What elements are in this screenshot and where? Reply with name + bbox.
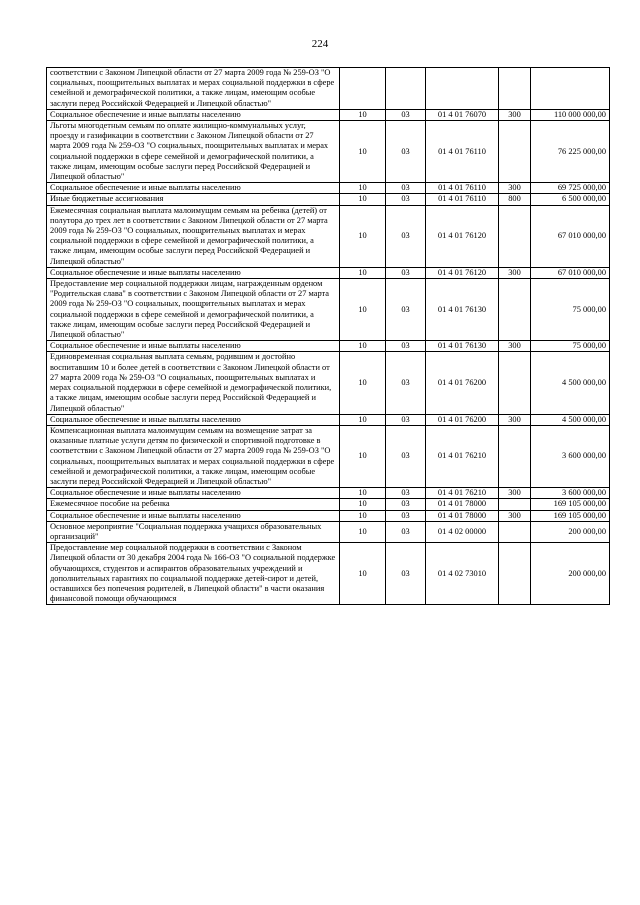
item-name-cell: Единовременная социальная выплата семьям, родившим и достойно воспитавшим 10 и более детей в соответствии с Законом Липецкой области от 27 марта 2009 года № 259-ОЗ "О социальных, поощрительных выплатах и мерах социальной поддержки в сфере семейной и демографической политики, а также лицам, имеющим особые заслуги перед Российской Федерацией и Липецкой областью" xyxy=(47,352,340,414)
item-name-cell: Ежемесячное пособие на ребенка xyxy=(47,499,340,510)
table-row xyxy=(47,183,610,194)
expense-type-cell: 300 xyxy=(499,183,531,194)
target-article-cell: 01 4 01 76110 xyxy=(426,194,499,205)
target-article-cell xyxy=(426,68,499,110)
amount-cell: 6 500 000,00 xyxy=(531,194,610,205)
amount-cell: 75 000,00 xyxy=(531,279,610,341)
section-code-cell: 10 xyxy=(340,279,386,341)
section-code-cell: 10 xyxy=(340,352,386,414)
table-row xyxy=(47,499,610,510)
item-name-cell: Социальное обеспечение и иные выплаты населению xyxy=(47,488,340,499)
item-name-cell: Иные бюджетные ассигнования xyxy=(47,194,340,205)
target-article-cell: 01 4 01 76130 xyxy=(426,341,499,352)
section-code-cell: 10 xyxy=(340,267,386,278)
amount-cell: 110 000 000,00 xyxy=(531,109,610,120)
expense-type-cell xyxy=(499,279,531,341)
amount-cell: 169 105 000,00 xyxy=(531,510,610,521)
section-code-cell: 10 xyxy=(340,109,386,120)
item-name-cell: Социальное обеспечение и иные выплаты населению xyxy=(47,414,340,425)
section-code-cell: 10 xyxy=(340,488,386,499)
expense-type-cell xyxy=(499,499,531,510)
expense-type-cell xyxy=(499,352,531,414)
target-article-cell: 01 4 01 76110 xyxy=(426,121,499,183)
subsection-code-cell: 03 xyxy=(386,205,426,267)
amount-cell: 200 000,00 xyxy=(531,543,610,605)
expense-type-cell: 300 xyxy=(499,109,531,120)
target-article-cell: 01 4 02 73010 xyxy=(426,543,499,605)
expense-type-cell: 300 xyxy=(499,414,531,425)
subsection-code-cell xyxy=(386,68,426,110)
subsection-code-cell: 03 xyxy=(386,488,426,499)
amount-cell: 67 010 000,00 xyxy=(531,205,610,267)
section-code-cell: 10 xyxy=(340,183,386,194)
budget-table xyxy=(46,67,610,605)
item-name-cell: Ежемесячная социальная выплата малоимущим семьям на ребенка (детей) от полутора до трех лет в соответствии с Законом Липецкой области от 27 марта 2009 года № 259-ОЗ "О социальных, поощрительных выплатах и мерах социальной поддержки в сфере семейной и демографической политики, а также лицам, имеющим особые заслуги перед Российской Федерацией и Липецкой областью" xyxy=(47,205,340,267)
amount-cell: 4 500 000,00 xyxy=(531,414,610,425)
amount-cell: 4 500 000,00 xyxy=(531,352,610,414)
section-code-cell: 10 xyxy=(340,510,386,521)
expense-type-cell: 300 xyxy=(499,341,531,352)
expense-type-cell xyxy=(499,521,531,542)
subsection-code-cell: 03 xyxy=(386,341,426,352)
table-row xyxy=(47,267,610,278)
target-article-cell: 01 4 01 76110 xyxy=(426,183,499,194)
expense-type-cell: 300 xyxy=(499,488,531,499)
subsection-code-cell: 03 xyxy=(386,194,426,205)
subsection-code-cell: 03 xyxy=(386,279,426,341)
subsection-code-cell: 03 xyxy=(386,499,426,510)
expense-type-cell xyxy=(499,543,531,605)
subsection-code-cell: 03 xyxy=(386,267,426,278)
amount-cell: 200 000,00 xyxy=(531,521,610,542)
table-row xyxy=(47,352,610,414)
item-name-cell: Социальное обеспечение и иные выплаты населению xyxy=(47,267,340,278)
table-row xyxy=(47,109,610,120)
table-row xyxy=(47,510,610,521)
table-row xyxy=(47,488,610,499)
table-row xyxy=(47,425,610,487)
page-number: 224 xyxy=(311,38,329,50)
subsection-code-cell: 03 xyxy=(386,425,426,487)
subsection-code-cell: 03 xyxy=(386,521,426,542)
target-article-cell: 01 4 01 76210 xyxy=(426,425,499,487)
subsection-code-cell: 03 xyxy=(386,510,426,521)
section-code-cell: 10 xyxy=(340,194,386,205)
section-code-cell: 10 xyxy=(340,341,386,352)
subsection-code-cell: 03 xyxy=(386,121,426,183)
item-name-cell: Основное мероприятие "Социальная поддержка учащихся образовательных организаций" xyxy=(47,521,340,542)
target-article-cell: 01 4 01 76120 xyxy=(426,267,499,278)
amount-cell: 169 105 000,00 xyxy=(531,499,610,510)
table-body xyxy=(47,68,610,605)
expense-type-cell xyxy=(499,68,531,110)
item-name-cell: соответствии с Законом Липецкой области от 27 марта 2009 года № 259-ОЗ "О социальных, поощрительных выплатах и мерах социальной поддержки в сфере семейной и демографической политики, а также лицам, имеющим особые заслуги перед Российской Федерацией и Липецкой областью" xyxy=(47,68,340,110)
item-name-cell: Компенсационная выплата малоимущим семьям на возмещение затрат за оказанные платные услуги детям по физической и спортивной подготовке в соответствии с Законом Липецкой области от 27 марта 2009 года № 259-ОЗ "О социальных, поощрительных выплатах и мерах социальной поддержки в сфере семейной и демографической политики, а также лицам, имеющим особые заслуги перед Российской Федерацией и Липецкой областью" xyxy=(47,425,340,487)
table-row xyxy=(47,543,610,605)
amount-cell: 76 225 000,00 xyxy=(531,121,610,183)
expense-type-cell xyxy=(499,121,531,183)
item-name-cell: Социальное обеспечение и иные выплаты населению xyxy=(47,109,340,120)
expense-type-cell xyxy=(499,425,531,487)
section-code-cell: 10 xyxy=(340,121,386,183)
item-name-cell: Социальное обеспечение и иные выплаты населению xyxy=(47,183,340,194)
table-row xyxy=(47,205,610,267)
section-code-cell: 10 xyxy=(340,543,386,605)
target-article-cell: 01 4 01 76070 xyxy=(426,109,499,120)
section-code-cell: 10 xyxy=(340,499,386,510)
subsection-code-cell: 03 xyxy=(386,414,426,425)
target-article-cell: 01 4 02 00000 xyxy=(426,521,499,542)
table-row xyxy=(47,341,610,352)
table-row xyxy=(47,279,610,341)
amount-cell: 3 600 000,00 xyxy=(531,425,610,487)
table-row xyxy=(47,68,610,110)
target-article-cell: 01 4 01 76120 xyxy=(426,205,499,267)
amount-cell: 75 000,00 xyxy=(531,341,610,352)
subsection-code-cell: 03 xyxy=(386,109,426,120)
section-code-cell xyxy=(340,68,386,110)
expense-type-cell xyxy=(499,205,531,267)
amount-cell: 67 010 000,00 xyxy=(531,267,610,278)
item-name-cell: Предоставление мер социальной поддержки в соответствии с Законом Липецкой области от 30 декабря 2004 года № 166-ОЗ "О социальной поддержке обучающихся, студентов и аспирантов образовательных учреждений и дополнительных гарантиях по социальной поддержке детей-сирот и детей, оставшихся без попечения родителей, в Липецкой области" в части оказания финансовой помощи обучающимся xyxy=(47,543,340,605)
target-article-cell: 01 4 01 76130 xyxy=(426,279,499,341)
subsection-code-cell: 03 xyxy=(386,543,426,605)
table-row xyxy=(47,414,610,425)
target-article-cell: 01 4 01 76200 xyxy=(426,414,499,425)
item-name-cell: Предоставление мер социальной поддержки лицам, награжденным орденом "Родительская слава" в соответствии с Законом Липецкой области от 27 марта 2009 года № 259-ОЗ "О социальных, поощрительных выплатах и мерах социальной поддержки в сфере семейной и демографической политики, а также лицам, имеющим особые заслуги перед Российской Федерацией и Липецкой областью" xyxy=(47,279,340,341)
table-row xyxy=(47,194,610,205)
amount-cell: 69 725 000,00 xyxy=(531,183,610,194)
expense-type-cell: 300 xyxy=(499,510,531,521)
amount-cell: 3 600 000,00 xyxy=(531,488,610,499)
section-code-cell: 10 xyxy=(340,425,386,487)
amount-cell xyxy=(531,68,610,110)
section-code-cell: 10 xyxy=(340,414,386,425)
subsection-code-cell: 03 xyxy=(386,183,426,194)
subsection-code-cell: 03 xyxy=(386,352,426,414)
table-row xyxy=(47,521,610,542)
table-row xyxy=(47,121,610,183)
section-code-cell: 10 xyxy=(340,521,386,542)
item-name-cell: Социальное обеспечение и иные выплаты населению xyxy=(47,341,340,352)
item-name-cell: Социальное обеспечение и иные выплаты населению xyxy=(47,510,340,521)
target-article-cell: 01 4 01 78000 xyxy=(426,499,499,510)
expense-type-cell: 800 xyxy=(499,194,531,205)
expense-type-cell: 300 xyxy=(499,267,531,278)
target-article-cell: 01 4 01 76210 xyxy=(426,488,499,499)
item-name-cell: Льготы многодетным семьям по оплате жилищно-коммунальных услуг, проезду и газификации в соответствии с Законом Липецкой области от 27 марта 2009 года № 259-ОЗ "О социальных, поощрительных выплатах и мерах социальной поддержки в сфере семейной и демографической политики, а также лицам, имеющим особые заслуги перед Российской Федерацией и Липецкой областью" xyxy=(47,121,340,183)
target-article-cell: 01 4 01 76200 xyxy=(426,352,499,414)
target-article-cell: 01 4 01 78000 xyxy=(426,510,499,521)
section-code-cell: 10 xyxy=(340,205,386,267)
